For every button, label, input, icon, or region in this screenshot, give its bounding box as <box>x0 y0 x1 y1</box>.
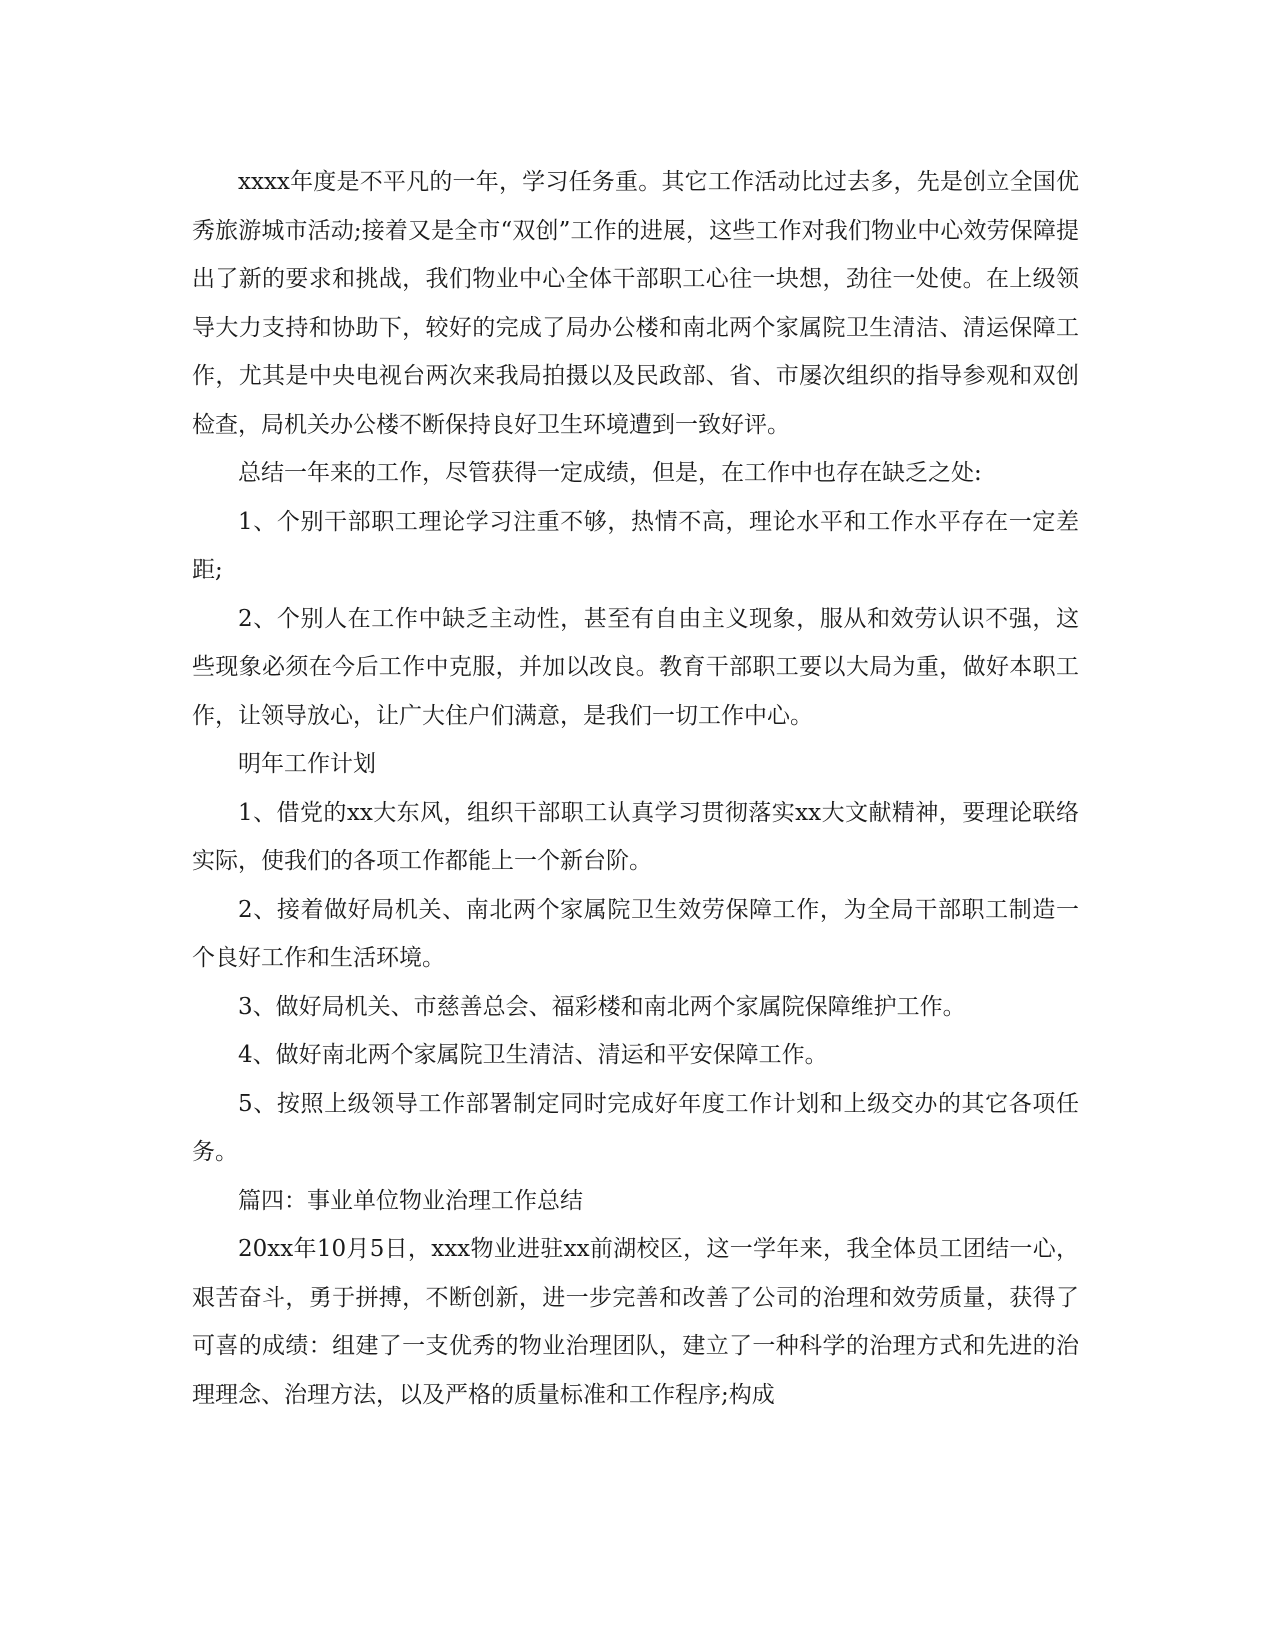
section-heading-part-four: 篇四：事业单位物业治理工作总结 <box>238 1187 583 1214</box>
paragraph-shortcoming-1: 1、个别干部职工理论学习注重不够，热情不高，理论水平和工作水平存在一定差距; <box>192 508 1079 583</box>
paragraph-part-four-intro: 20xx年10月5日，xxx物业进驻xx前湖校区，这一学年来，我全体员工团结一心，艰苦奋斗，勇于拼搏，不断创新，进一步完善和改善了公司的治理和效劳质量，获得了可喜的成绩：组建了一支优秀的物业治理团队，建立了一种科学的治理方式和先进的治理理念、治理方法，以及严格的质量标准和工作程序;构成 <box>192 1236 1079 1408</box>
plan-item-5: 5、按照上级领导工作部署制定同时完成好年度工作计划和上级交办的其它各项任务。 <box>192 1090 1079 1165</box>
section-heading-next-year-plan: 明年工作计划 <box>238 751 376 777</box>
plan-item-4: 4、做好南北两个家属院卫生清洁、清运和平安保障工作。 <box>238 1042 828 1068</box>
document-body <box>192 158 1079 1419</box>
paragraph-shortcoming-2: 2、个别人在工作中缺乏主动性，甚至有自由主义现象，服从和效劳认识不强，这些现象必须在今后工作中克服，并加以改良。教育干部职工要以大局为重，做好本职工作，让领导放心，让广大住户们满意，是我们一切工作中心。 <box>192 605 1079 729</box>
plan-item-1: 1、借党的xx大东风，组织干部职工认真学习贯彻落实xx大文献精神，要理论联络实际，使我们的各项工作都能上一个新台阶。 <box>192 799 1079 874</box>
plan-item-2: 2、接着做好局机关、南北两个家属院卫生效劳保障工作，为全局干部职工制造一个良好工作和生活环境。 <box>192 896 1079 971</box>
plan-item-3: 3、做好局机关、市慈善总会、福彩楼和南北两个家属院保障维护工作。 <box>238 993 966 1020</box>
paragraph-year-review: xxxx年度是不平凡的一年，学习任务重。其它工作活动比过去多，先是创立全国优秀旅游城市活动;接着又是全市“双创”工作的进展，这些工作对我们物业中心效劳保障提出了新的要求和挑战，我们物业中心全体干部职工心往一块想，劲往一处使。在上级领导大力支持和协助下，较好的完成了局办公楼和南北两个家属院卫生清洁、清运保障工作，尤其是中央电视台两次来我局拍摄以及民政部、省、市屡次组织的指导参观和双创检查，局机关办公楼不断保持良好卫生环境遭到一致好评。 <box>192 169 1079 438</box>
paragraph-summary-intro: 总结一年来的工作，尽管获得一定成绩，但是，在工作中也存在缺乏之处: <box>238 460 982 486</box>
